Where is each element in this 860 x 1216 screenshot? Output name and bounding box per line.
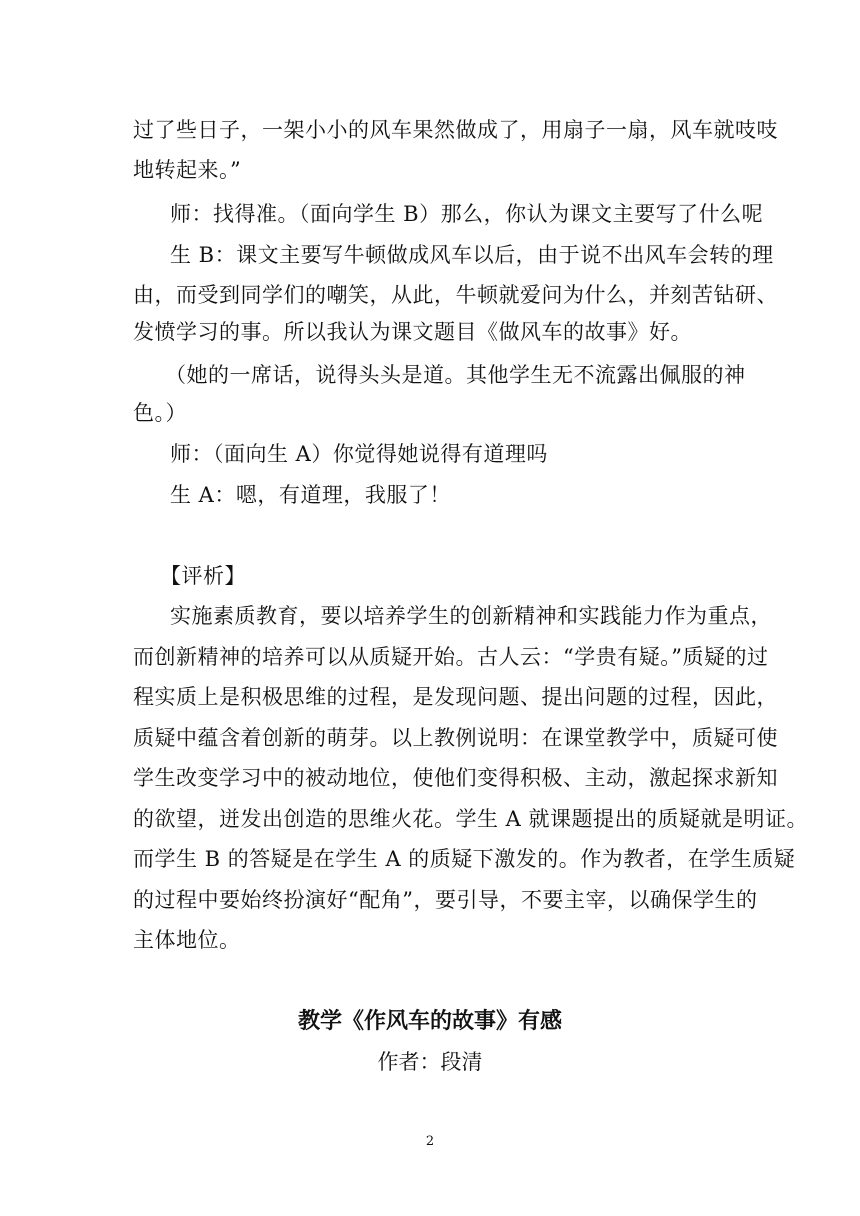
body-line: 地转起来。” (133, 158, 242, 182)
analysis-line: 而学生 B 的答疑是在学生 A 的质疑下激发的。作为教者，在学生质疑 (133, 847, 796, 871)
body-line: 色。） (133, 401, 187, 425)
body-line: 发愤学习的事。所以我认为课文题目《做风车的故事》好。 (133, 320, 692, 344)
analysis-line: 实施素质教育，要以培养学生的创新精神和实践能力作为重点， (170, 604, 772, 628)
analysis-line: 的过程中要始终扮演好“配角”，要引导，不要主宰，以确保学生的 (133, 888, 758, 912)
section-label: 【评析】 (160, 564, 246, 588)
analysis-line: 学生改变学习中的被动地位，使他们变得积极、主动，激起探求新知 (133, 766, 778, 790)
body-line: （她的一席话，说得头头是道。其他学生无不流露出佩服的神 (165, 363, 746, 387)
analysis-line: 的欲望，迸发出创造的思维火花。学生 A 就课题提出的质疑就是明证。 (133, 807, 809, 831)
analysis-line: 质疑中蕴含着创新的萌芽。以上教例说明：在课堂教学中，质疑可使 (133, 726, 778, 750)
analysis-line: 而创新精神的培养可以从质疑开始。古人云：“学贵有疑。”质疑的过 (133, 645, 769, 669)
body-line: 过了些日子，一架小小的风车果然做成了，用扇子一扇，风车就吱吱 (133, 118, 778, 142)
analysis-line: 主体地位。 (133, 928, 241, 952)
body-line: 生 B：课文主要写牛顿做成风车以后，由于说不出风车会转的理 (170, 243, 774, 267)
page-number: 2 (425, 1134, 435, 1149)
body-line: 师：找得准。（面向学生 B）那么，你认为课文主要写了什么呢 (170, 202, 764, 226)
article-title: 教学《作风车的故事》有感 (297, 1009, 562, 1034)
body-line: 生 A：嗯，有道理，我服了！ (170, 483, 451, 507)
body-line: 由，而受到同学们的嘲笑，从此，牛顿就爱问为什么，并刻苦钻研、 (133, 283, 778, 307)
article-author: 作者：段清 (377, 1050, 483, 1074)
analysis-line: 程实质上是积极思维的过程，是发现问题、提出问题的过程，因此， (133, 685, 778, 709)
body-line: 师：（面向生 A）你觉得她说得有道理吗 (170, 442, 548, 466)
